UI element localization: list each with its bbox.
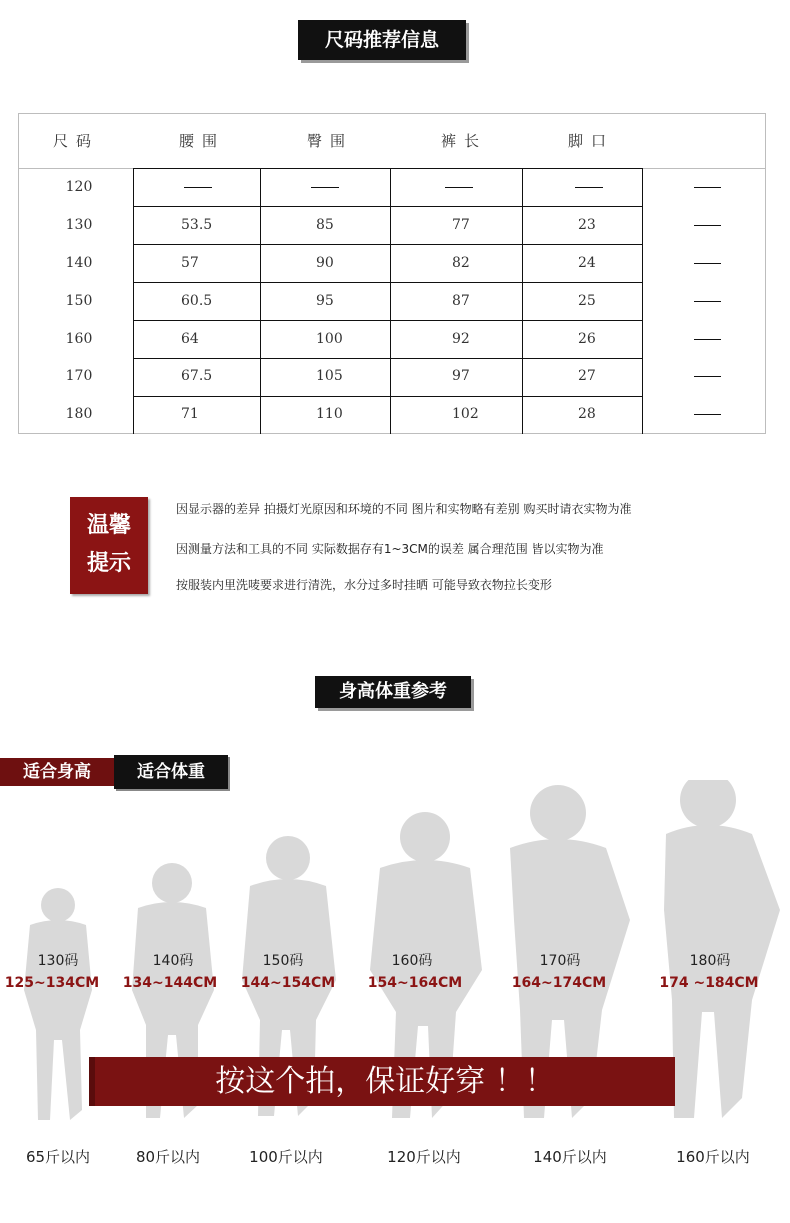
tab-height[interactable]: 适合身高 <box>0 758 114 786</box>
size-cell: 120 <box>65 179 93 195</box>
hem-cell: 28 <box>578 406 596 422</box>
extra-dash <box>694 376 721 377</box>
waist-cell: 53.5 <box>181 217 213 233</box>
header-length: 裤长 <box>441 132 488 150</box>
hem-cell: 23 <box>578 217 596 233</box>
extra-dash <box>694 187 721 188</box>
figure-size-label: 180码 <box>689 953 731 969</box>
tip-line: 因显示器的差异 拍摄灯光原因和环境的不同 图片和实物略有差别 购买时请衣实物为准 <box>176 502 632 516</box>
figure-weight: 160斤以内 <box>676 1148 750 1166</box>
header-hem: 脚口 <box>568 132 615 150</box>
table-row <box>19 358 765 395</box>
tip-label <box>70 497 148 594</box>
length-cell: 102 <box>452 406 479 422</box>
waist-cell: 67.5 <box>181 368 213 384</box>
size-info-title: 尺码推荐信息 <box>298 20 466 60</box>
empty-dash <box>311 187 339 188</box>
length-cell: 97 <box>452 368 470 384</box>
figure-size-label: 160码 <box>391 953 433 969</box>
figure-weight: 140斤以内 <box>533 1148 607 1166</box>
size-cell: 150 <box>65 293 93 309</box>
length-cell: 92 <box>452 331 470 347</box>
hip-cell: 90 <box>316 255 334 271</box>
reference-title: 身高体重参考 <box>315 676 471 708</box>
figure-weight: 120斤以内 <box>387 1148 461 1166</box>
waist-cell: 60.5 <box>181 293 213 309</box>
tip-label-line1: 温馨 <box>86 513 131 538</box>
hip-cell: 105 <box>316 368 343 384</box>
hem-cell: 24 <box>578 255 596 271</box>
empty-dash <box>445 187 473 188</box>
hip-cell: 100 <box>316 331 343 347</box>
extra-dash <box>694 414 721 415</box>
tip-line: 按服装内里洗唛要求进行清洗，水分过多时挂晒 可能导致衣物拉长变形 <box>176 578 552 592</box>
extra-dash <box>694 225 721 226</box>
length-cell: 87 <box>452 293 470 309</box>
size-cell: 170 <box>65 368 93 384</box>
length-cell: 82 <box>452 255 470 271</box>
figure-size-label: 130码 <box>37 953 79 969</box>
empty-dash <box>184 187 212 188</box>
figure-height-range: 134~144CM <box>122 975 218 991</box>
table-header <box>19 114 765 169</box>
header-hip: 臀围 <box>307 132 354 150</box>
header-waist: 腰围 <box>179 132 226 150</box>
banner-text: 按这个拍，保证好穿 ！！ <box>215 1064 555 1099</box>
extra-dash <box>694 263 721 264</box>
tab-weight[interactable]: 适合体重 <box>114 755 228 789</box>
tip-label-line2: 提示 <box>86 551 131 576</box>
table-row <box>19 245 765 282</box>
extra-dash <box>694 301 721 302</box>
promo-banner <box>95 1057 675 1106</box>
figure-weight: 80斤以内 <box>135 1148 201 1166</box>
size-cell: 130 <box>65 217 93 233</box>
waist-cell: 57 <box>181 255 199 271</box>
table-row <box>19 207 765 244</box>
waist-cell: 71 <box>181 406 199 422</box>
hem-cell: 27 <box>578 368 596 384</box>
size-cell: 160 <box>65 331 93 347</box>
hip-cell: 110 <box>316 406 343 422</box>
size-cell: 180 <box>65 406 93 422</box>
extra-dash <box>694 339 721 340</box>
header-size: 尺码 <box>53 132 100 150</box>
figure-size-label: 140码 <box>152 953 194 969</box>
length-cell: 77 <box>452 217 470 233</box>
figure-height-range: 164~174CM <box>511 975 607 991</box>
hip-cell: 85 <box>316 217 334 233</box>
hem-cell: 26 <box>578 331 596 347</box>
hip-cell: 95 <box>316 293 334 309</box>
person-silhouette-icon <box>24 888 92 1120</box>
tip-line: 因测量方法和工具的不同 实际数据存有1~3CM的误差 属合理范围 皆以实物为准 <box>176 542 604 556</box>
figure-height-range: 144~154CM <box>240 975 336 991</box>
size-cell: 140 <box>65 255 93 271</box>
figure-weight: 65斤以内 <box>25 1148 91 1166</box>
table-row <box>19 169 765 206</box>
hem-cell: 25 <box>578 293 596 309</box>
figure-height-range: 125~134CM <box>4 975 100 991</box>
table-row <box>19 396 765 433</box>
size-table <box>18 113 766 434</box>
figure-size-label: 170码 <box>539 953 581 969</box>
empty-dash <box>575 187 603 188</box>
table-row <box>19 283 765 320</box>
table-row <box>19 321 765 358</box>
figure-size-label: 150码 <box>262 953 304 969</box>
figure-height-range: 174 ~184CM <box>659 975 759 991</box>
figure-weight: 100斤以内 <box>249 1148 323 1166</box>
figure-height-range: 154~164CM <box>367 975 463 991</box>
waist-cell: 64 <box>181 331 199 347</box>
